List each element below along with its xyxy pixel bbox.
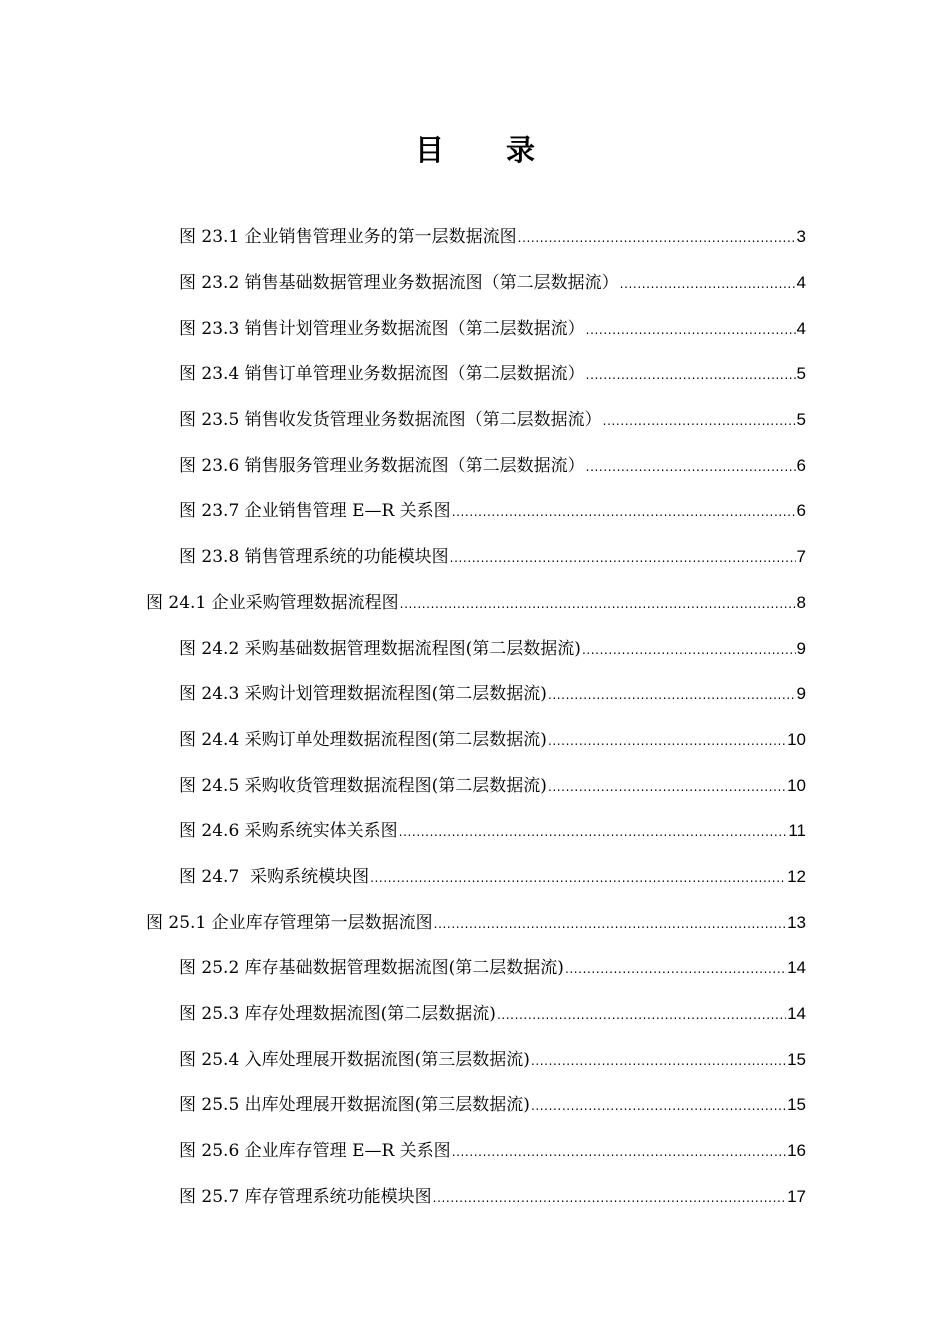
toc-entry-text: 图 25.2 库存基础数据管理数据流图(第二层数据流): [179, 958, 564, 979]
toc-page-number: 8: [796, 592, 806, 612]
toc-entry-text: 图 24.1 企业采购管理数据流程图: [146, 592, 399, 613]
toc-dot-leader: [565, 957, 786, 981]
toc-entry-text: 图 23.8 销售管理系统的功能模块图: [179, 547, 449, 568]
toc-page-number: 14: [787, 1004, 806, 1024]
toc-entry-text: 图 23.3 销售计划管理业务数据流图（第二层数据流）: [179, 318, 585, 339]
toc-entry[interactable]: [0, 489, 950, 535]
toc-entry-text: 图 25.7 库存管理系统功能模块图: [179, 1186, 432, 1207]
toc-page-number: 11: [788, 821, 806, 841]
toc-page-number: 12: [787, 866, 806, 886]
toc-entry[interactable]: [0, 443, 950, 489]
toc-list: [0, 215, 950, 1220]
toc-page-number: 13: [787, 912, 806, 932]
toc-entry[interactable]: [0, 306, 950, 352]
toc-entry[interactable]: [0, 1037, 950, 1083]
toc-dot-leader: [586, 318, 796, 342]
toc-dot-leader: [603, 409, 796, 433]
toc-page-number: 15: [787, 1049, 806, 1069]
toc-entry[interactable]: [0, 672, 950, 718]
toc-entry[interactable]: [0, 900, 950, 946]
toc-dot-leader: [433, 1186, 786, 1210]
toc-page-number: 9: [796, 638, 806, 658]
toc-dot-leader: [531, 1094, 786, 1118]
toc-entry[interactable]: [0, 763, 950, 809]
toc-page-number: 7: [796, 547, 806, 567]
toc-entry-text: 图 23.4 销售订单管理业务数据流图（第二层数据流）: [179, 364, 585, 385]
toc-title: 目 录: [414, 133, 562, 167]
toc-entry[interactable]: [0, 261, 950, 307]
toc-entry-text: 图 25.6 企业库存管理 E—R 关系图: [179, 1141, 451, 1162]
toc-entry-text: 图 25.3 库存处理数据流图(第二层数据流): [179, 1004, 496, 1025]
toc-dot-leader: [586, 363, 796, 387]
toc-page-number: 5: [796, 364, 806, 384]
toc-entry-text: 图 24.4 采购订单处理数据流程图(第二层数据流): [179, 729, 547, 750]
toc-page-number: 3: [796, 227, 806, 247]
toc-entry-text: 图 24.2 采购基础数据管理数据流程图(第二层数据流): [179, 638, 581, 659]
toc-entry[interactable]: [0, 1129, 950, 1175]
toc-entry-text: 图 25.4 入库处理展开数据流图(第三层数据流): [179, 1049, 530, 1070]
toc-page-number: 10: [787, 729, 806, 749]
toc-entry-text: 图 23.1 企业销售管理业务的第一层数据流图: [179, 227, 517, 248]
toc-page-number: 14: [787, 958, 806, 978]
toc-entry[interactable]: [0, 1174, 950, 1220]
toc-page-number: 6: [796, 455, 806, 475]
toc-entry-text: 图 24.5 采购收货管理数据流程图(第二层数据流): [179, 775, 547, 796]
toc-entry-text: 图 25.5 出库处理展开数据流图(第三层数据流): [179, 1095, 530, 1116]
toc-entry[interactable]: [0, 535, 950, 581]
toc-dot-leader: [452, 1140, 786, 1164]
toc-page-number: 4: [796, 273, 806, 293]
toc-entry[interactable]: [0, 1083, 950, 1129]
toc-entry[interactable]: [0, 215, 950, 261]
toc-dot-leader: [548, 729, 786, 753]
toc-page-number: 9: [796, 684, 806, 704]
toc-dot-leader: [450, 546, 796, 570]
toc-page-number: 6: [796, 501, 806, 521]
toc-entry[interactable]: [0, 946, 950, 992]
toc-dot-leader: [620, 272, 796, 296]
toc-entry-text: 图 23.5 销售收发货管理业务数据流图（第二层数据流）: [179, 410, 602, 431]
toc-entry[interactable]: [0, 992, 950, 1038]
toc-entry-text: 图 24.7 采购系统模块图: [179, 866, 370, 887]
toc-entry-text: 图 23.6 销售服务管理业务数据流图（第二层数据流）: [179, 455, 585, 476]
toc-entry[interactable]: [0, 718, 950, 764]
toc-dot-leader: [548, 775, 786, 799]
toc-entry[interactable]: [0, 626, 950, 672]
toc-entry-text: 图 24.3 采购计划管理数据流程图(第二层数据流): [179, 684, 547, 705]
toc-entry[interactable]: [0, 581, 950, 627]
toc-dot-leader: [548, 683, 796, 707]
toc-page-number: 16: [787, 1141, 806, 1161]
toc-dot-leader: [434, 912, 786, 936]
toc-entry[interactable]: [0, 809, 950, 855]
toc-entry[interactable]: [0, 398, 950, 444]
toc-dot-leader: [582, 638, 796, 662]
toc-page-number: 4: [796, 318, 806, 338]
toc-dot-leader: [452, 500, 796, 524]
toc-page-number: 17: [787, 1186, 806, 1206]
toc-page-number: 10: [787, 775, 806, 795]
toc-entry-text: 图 25.1 企业库存管理第一层数据流图: [146, 912, 433, 933]
toc-dot-leader: [497, 1003, 786, 1027]
toc-page-number: 15: [787, 1095, 806, 1115]
toc-dot-leader: [400, 592, 796, 616]
toc-page-number: 5: [796, 410, 806, 430]
toc-dot-leader: [518, 226, 796, 250]
toc-dot-leader: [370, 866, 786, 890]
toc-dot-leader: [586, 455, 796, 479]
toc-dot-leader: [531, 1049, 786, 1073]
toc-entry[interactable]: [0, 855, 950, 901]
toc-entry-text: 图 23.7 企业销售管理 E—R 关系图: [179, 501, 451, 522]
toc-entry-text: 图 23.2 销售基础数据管理业务数据流图（第二层数据流）: [179, 273, 619, 294]
toc-dot-leader: [399, 820, 788, 844]
toc-entry-text: 图 24.6 采购系统实体关系图: [179, 821, 398, 842]
toc-entry[interactable]: [0, 352, 950, 398]
